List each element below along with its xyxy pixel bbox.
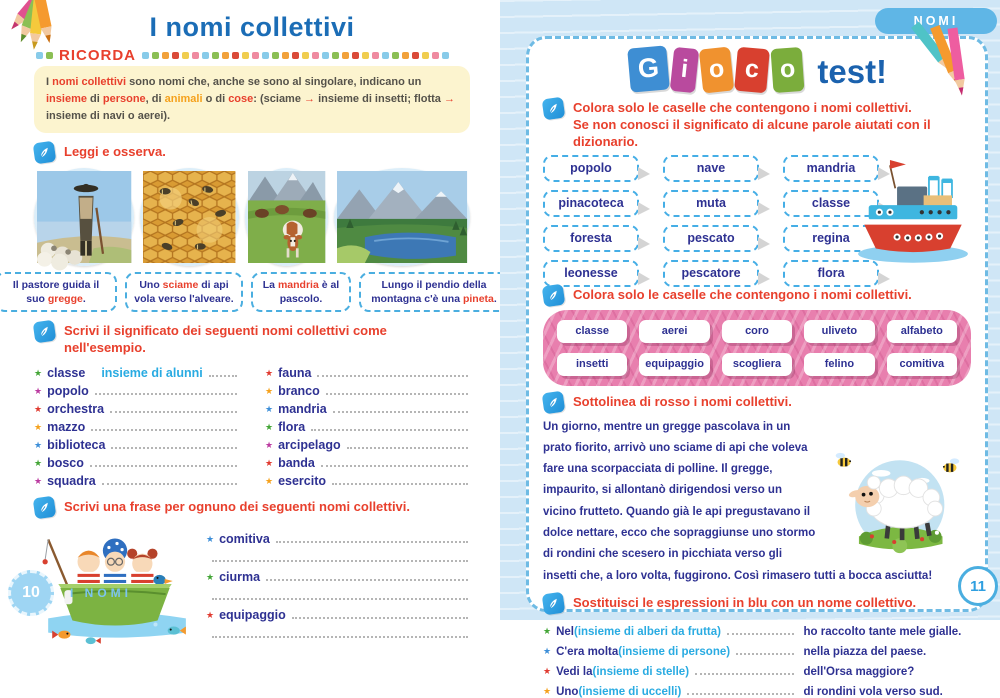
answer-line [91,429,237,431]
sentence-row: ★ ciurma [206,565,470,584]
substitution-list [543,618,971,698]
answer-line [212,560,468,562]
answer-line [102,483,237,485]
answer-line [317,375,468,377]
substitution-row: ★ C'era molta (insieme di persone) nella piazza del paese. [543,645,927,658]
letter-tile: c [734,47,770,94]
photo-caption: Lungo il pendio della montagna c'è una pineta. [359,272,509,312]
colored-pencils-icon [912,32,998,116]
word-grid-area [543,155,971,279]
page-number-badge: 10 [8,570,54,616]
gioco-test-panel [526,36,988,698]
exercise1-instruction: Leggi e osserva. [34,142,470,163]
ricorda-label: RICORDA [59,47,136,64]
answer-line [276,541,468,543]
star-icon: ★ [34,476,43,487]
answer-line [333,411,468,413]
answer-line [292,617,468,619]
answer-line [212,636,468,638]
chapter-tab: NOMI [875,8,997,34]
test-label: test! [817,53,888,90]
ricorda-box: I nomi collettivi sono nomi che, anche se sono al singolare, indicano un insieme di persone, di animali o di cose: (sciame → insieme di insetti; flotta → insieme di navi o aerei). [34,66,470,133]
definition-column-left [34,362,239,488]
shepherd-flock-photo [34,168,134,266]
exercise3-instruction: Scrivi una frase per ognuno dei seguenti nomi collettivi. [34,497,470,518]
word-grid [543,155,881,287]
word-box[interactable]: classe [783,190,879,217]
steamboat-illustration [851,149,975,271]
blank-line [206,622,470,641]
word-box[interactable]: aerei [639,320,709,343]
star-icon: ★ [34,440,43,451]
sheep-with-bees-illustration [823,451,971,555]
definition-column-right [265,362,470,488]
blank-line [206,546,470,565]
word-box[interactable]: felino [804,353,874,376]
definition-row: ★ biblioteca [34,434,239,452]
story-text: Un giorno, mentre un gregge pascolava in un prato fiorito, arrivò uno sciame di api che voleva fare una scorpacciata di polline. Il gregge, impaurito, si allontanò dirigendosi verso un vicino frutteto. Quando già le api pregustavano il dolce nettare, ecco che sopraggiunse uno stormo di rondini che scesero in picchiata verso gli insetti che, a loro volta, fuggirono. Così rimasero tutti a bocca asciutta! [543,420,933,582]
sentence-row: ★ comitiva [206,527,470,546]
right-page [500,0,1000,698]
word-box[interactable]: uliveto [804,320,874,343]
page-title: I nomi collettivi [149,12,355,42]
star-icon: ★ [543,625,552,636]
word-box[interactable]: foresta [543,225,639,252]
letter-tile: G [627,45,670,92]
cattle-herd-photo [245,168,328,266]
mountain-pinewood-lake-photo [334,168,470,266]
exerciseC-instruction: Sottolinea di rosso i nomi collettivi. [543,392,971,413]
word-box[interactable]: comitiva [887,353,957,376]
substitution-row: ★ Vedi la (insieme di stelle) dell'Orsa maggiore? [543,665,915,678]
answer-line[interactable] [695,673,793,675]
gioco-test-title [543,47,971,92]
photo-row [34,168,470,266]
page-number-badge: 11 [958,566,998,606]
word-grid-pink [557,320,957,376]
definition-row: ★ arcipelago [265,434,470,452]
answer-line[interactable] [727,633,794,635]
definition-row: ★ banda [265,452,470,470]
star-icon: ★ [206,572,215,583]
definition-row: ★ squadra [34,470,239,488]
star-icon: ★ [543,665,552,676]
section-label: I NOMI [70,586,132,600]
word-box[interactable]: flora [783,260,879,287]
quill-pen-icon [542,390,566,414]
dot-strip [142,52,470,59]
star-icon: ★ [543,685,552,696]
definition-row: ★ fauna [265,362,470,380]
answer-line [209,375,237,377]
word-box[interactable]: regina [783,225,879,252]
star-icon: ★ [34,458,43,469]
answer-line [111,447,237,449]
photo-caption: Il pastore guida il suo gregge. [0,272,117,312]
star-icon: ★ [34,386,43,397]
definition-list [34,362,470,488]
bee-swarm-honeycomb-photo [140,168,238,266]
word-box[interactable]: alfabeto [887,320,957,343]
blank-line [206,584,470,603]
word-box[interactable]: leonesse [543,260,639,287]
answer-line [110,411,237,413]
definition-row: ★ esercito [265,470,470,488]
word-box[interactable]: nave [663,155,759,182]
exercise3-lines [206,523,470,650]
word-box[interactable]: scogliera [722,353,792,376]
answer-line [326,393,468,395]
quill-pen-icon [33,496,57,520]
word-box[interactable]: mandria [783,155,879,182]
answer-line [332,483,468,485]
photo-caption: La mandria è al pascolo. [251,272,351,312]
star-icon: ★ [543,645,552,656]
exerciseB-instruction: Colora solo le caselle che contengono i nomi collettivi. [543,285,971,306]
ricorda-header [36,47,470,64]
definition-row: ★ mandria [265,398,470,416]
star-icon: ★ [34,404,43,415]
answer-line [266,579,468,581]
quill-pen-icon [33,320,57,344]
answer-line [311,429,468,431]
star-icon: ★ [265,404,274,415]
exerciseA-instruction: Colora solo le caselle che contengono i nomi collettivi. Se non conosci il significato di alcune parole aiutati con il dizionario. [543,98,971,151]
substitution-row: ★ Uno (insieme di uccelli) di rondini vola verso sud. [543,685,943,698]
star-icon: ★ [265,476,274,487]
quill-pen-icon [542,591,566,615]
exercise2-instruction: Scrivi il significato dei seguenti nomi collettivi come nell'esempio. [34,321,470,357]
star-icon: ★ [34,368,43,379]
quill-pen-icon [33,141,57,165]
left-page-footer [8,570,132,616]
quill-pen-icon [542,97,566,121]
answer-line [90,465,237,467]
answer-line [212,598,468,600]
answer-line [321,465,468,467]
word-box[interactable]: equipaggio [639,353,709,376]
example-answer: insieme di alunni [101,366,203,381]
sentence-row: ★ equipaggio [206,603,470,622]
star-icon: ★ [206,610,215,621]
definition-row: ★ classe insieme di alunni [34,362,239,380]
star-icon: ★ [265,368,274,379]
answer-line[interactable] [736,653,793,655]
caption-row [12,272,497,312]
left-page [0,0,500,623]
word-box[interactable]: muta [663,190,759,217]
word-box[interactable]: popolo [543,155,639,182]
star-icon: ★ [34,422,43,433]
definition-row: ★ bosco [34,452,239,470]
exerciseD-instruction: Sostituisci le espressioni in blu con un nome collettivo. [543,593,971,614]
word-box[interactable]: classe [557,320,627,343]
star-icon: ★ [265,386,274,397]
word-box[interactable]: pinacoteca [543,190,639,217]
word-box[interactable]: pescatore [663,260,759,287]
answer-line [95,393,237,395]
photo-caption: Uno sciame di api vola verso l'alveare. [125,272,243,312]
star-icon: ★ [206,534,215,545]
substitution-row: ★ Nel (insieme di alberi da frutta) ho raccolto tante mele gialle. [543,625,962,638]
definition-row: ★ branco [265,380,470,398]
word-box[interactable]: insetti [557,353,627,376]
star-icon: ★ [265,458,274,469]
definition-row: ★ mazzo [34,416,239,434]
definition-row: ★ orchestra [34,398,239,416]
letter-tile: o [699,46,735,93]
quill-pen-icon [542,283,566,307]
word-box[interactable]: coro [722,320,792,343]
letter-tile: o [771,47,805,93]
colored-pencils-icon [0,0,86,88]
letter-tile: i [670,47,699,93]
pink-scribble-band [543,310,971,386]
definition-row: ★ popolo [34,380,239,398]
star-icon: ★ [265,440,274,451]
answer-line [347,447,468,449]
word-box[interactable]: pescato [663,225,759,252]
star-icon: ★ [265,422,274,433]
story-block [543,417,971,587]
answer-line[interactable] [687,693,793,695]
definition-row: ★ flora [265,416,470,434]
